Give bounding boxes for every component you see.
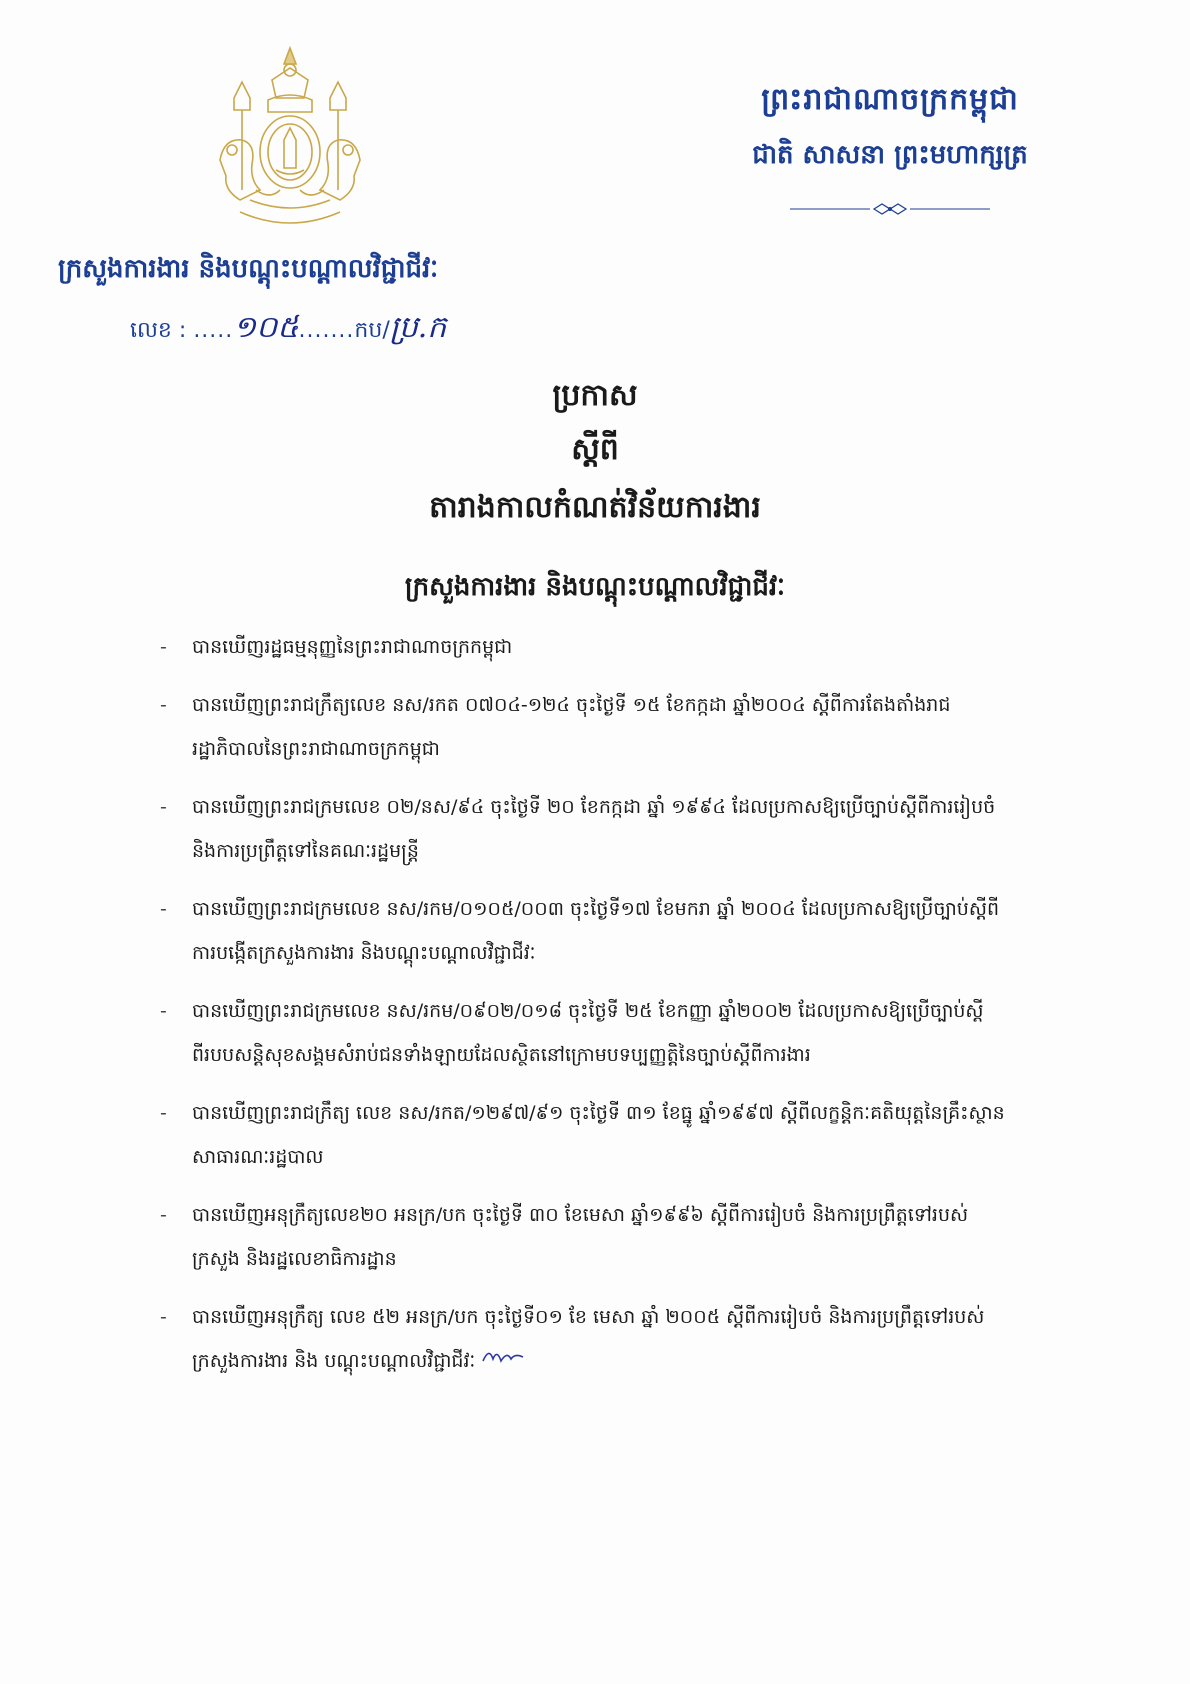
- kingdom-title: ព្រះរាជាណាចក្រកម្ពុជា: [761, 82, 1019, 117]
- list-item: - បានឃើញអនុក្រឹត្យ លេខ ៥២ អនក្រ/បក ចុះថ្ងៃទី០១ ខែ មេសា ឆ្នាំ ២០០៥ ស្តីពីការរៀបចំ និងការប្រព្រឹត្តទៅរបស់ក្រសួងការងារ និង បណ្តុះបណ្តាលវិជ្ជាជីវៈ: [160, 1306, 985, 1372]
- list-item: - បានឃើញព្រះរាជក្រមលេខ នស/រកម/០៩០២/០១៨ ចុះថ្ងៃទី ២៥ ខែកញ្ញា ឆ្នាំ២០០២ ដែលប្រកាសឱ្យប្រើច្បាប់ស្តីពីរបបសន្តិសុខសង្គមសំរាប់ជនទាំងឡាយដែលស្ថិតនៅក្រោមបទប្បញ្ញត្តិនៃច្បាប់ស្តីពីការងារ: [160, 1000, 984, 1066]
- reference-handwritten-code: ប្រ.ក: [389, 310, 447, 345]
- list-item: - បានឃើញព្រះរាជក្រមលេខ នស/រកម/០១០៥/០០៣ ចុះថ្ងៃទី១៧ ខែមករា ឆ្នាំ ២០០៤ ដែលប្រកាសឱ្យប្រើច្បាប់ស្តីពីការបង្កើតក្រសួងការងារ និងបណ្តុះបណ្តាលវិជ្ជាជីវៈ: [160, 898, 999, 964]
- reference-suffix: កប/: [354, 318, 390, 343]
- royal-coat-of-arms-emblem: [180, 40, 400, 240]
- document-subject: តារាងកាលកំណត់វិន័យការងារ: [429, 490, 761, 525]
- handwritten-initial-signature: [481, 1343, 525, 1367]
- reference-label: លេខ :: [130, 318, 187, 343]
- document-subject-label: ស្តីពី: [571, 432, 619, 467]
- ministry-name: ក្រសួងការងារ និងបណ្តុះបណ្តាលវិជ្ជាជីវៈ: [58, 254, 439, 284]
- list-item: - បានឃើញព្រះរាជក្រឹត្យលេខ នស/រកត ០៧០៤-១២៤ ចុះថ្ងៃទី ១៥ ខែកក្កដា ឆ្នាំ២០០៤ ស្តីពីការតែងតាំងរាជរដ្ឋាភិបាលនៃព្រះរាជាណាចក្រកម្ពុជា: [160, 694, 951, 760]
- list-item: - បានឃើញព្រះរាជក្រមលេខ ០២/នស/៩៤ ចុះថ្ងៃទី ២០ ខែកក្កដា ឆ្នាំ ១៩៩៤ ដែលប្រកាសឱ្យប្រើច្បាប់ស្តីពីការរៀបចំ និងការប្រព្រឹត្តទៅនៃគណៈរដ្ឋមន្ត្រី: [160, 796, 996, 862]
- kingdom-header: [700, 80, 1080, 220]
- legal-references-list: [160, 625, 1010, 1397]
- document-type-title: ប្រកាស: [552, 378, 638, 413]
- issuing-ministry: ក្រសួងការងារ និងបណ្តុះបណ្តាលវិជ្ជាជីវៈ: [404, 572, 786, 602]
- list-item: - បានឃើញព្រះរាជក្រឹត្យ លេខ នស/រកត/១២៩៧/៩១ ចុះថ្ងៃទី ៣១ ខែធ្នូ ឆ្នាំ១៩៩៧ ស្តីពីលក្ខន្តិកៈគតិយុត្តនៃគ្រឹះស្ថានសាធារណៈរដ្ឋបាល: [160, 1102, 1005, 1168]
- list-item: - បានឃើញរដ្ឋធម្មនុញ្ញនៃព្រះរាជាណាចក្រកម្ពុជា: [160, 636, 513, 658]
- kingdom-motto: ជាតិ សាសនា ព្រះមហាក្សត្រ: [752, 140, 1028, 170]
- reference-number: លេខ : .....១០៥.......កប/ប្រ.ក: [130, 310, 447, 345]
- list-item: - បានឃើញអនុក្រឹត្យលេខ២០ អនក្រ/បក ចុះថ្ងៃទី ៣០ ខែមេសា ឆ្នាំ១៩៩៦ ស្តីពីការរៀបចំ និងការប្រព្រឹត្តទៅរបស់ក្រសួង និងរដ្ឋលេខាធិការដ្ឋាន: [160, 1204, 969, 1270]
- decorative-ornament-divider: [790, 202, 990, 216]
- reference-number-value: ១០៥: [233, 310, 299, 345]
